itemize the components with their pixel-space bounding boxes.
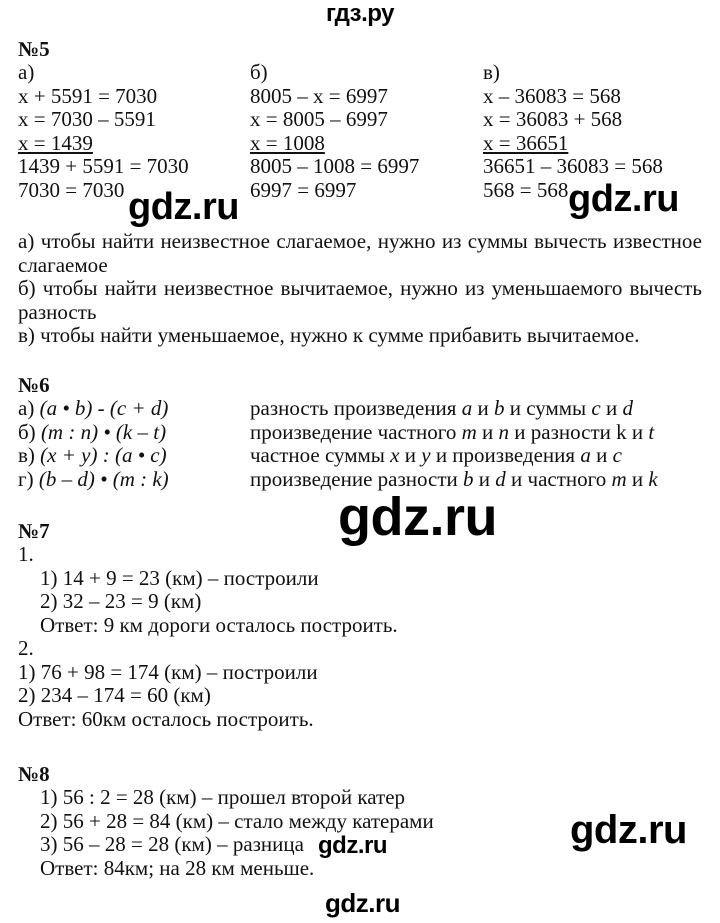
part-label: 1. (18, 542, 34, 566)
rule-line: разность (18, 299, 97, 324)
answer-line: Ответ: 60км осталось построить. (18, 706, 314, 731)
task-5-column-a (18, 61, 189, 202)
equation-line: x + 5591 = 7030 (18, 83, 158, 108)
task-6-title: №6 (18, 373, 50, 397)
expression-row: г) (b – d) • (m : k) (18, 466, 169, 491)
description-row: произведение частного m и n и разности k и t (250, 419, 655, 444)
description-row: частное суммы x и y и произведения a и c (250, 443, 622, 467)
check-line: 36651 – 36083 = 568 (483, 154, 663, 178)
step-line: 2) 56 + 28 = 84 (км) – стало между катерами (40, 808, 434, 833)
task-5-rules (18, 230, 702, 348)
check-line: 568 = 568 (483, 177, 569, 202)
watermark: gdz.ru (325, 888, 400, 918)
expression: (x + y) : (a • c) (40, 443, 167, 467)
rule-line: б) чтобы найти неизвестное вычитаемое, нужно из уменьшаемого вычесть (18, 276, 702, 300)
step-line: 3) 56 – 28 = 28 (км) – разница (40, 832, 304, 856)
watermark: gdz.ru (318, 832, 387, 859)
rule-line: в) чтобы найти уменьшаемое, нужно к сумме прибавить вычитаемое. (18, 323, 640, 347)
task-7-title: №7 (18, 519, 50, 543)
answer-line: Ответ: 9 км дороги осталось построить. (40, 612, 398, 637)
expression: (a • b) - (c + d) (39, 396, 169, 420)
step-line: 1) 14 + 9 = 23 (км) – построили (40, 565, 319, 590)
check-line: 6997 = 6997 (250, 177, 357, 202)
expression-row: б) (m : n) • (k – t) (18, 419, 167, 444)
watermark: gdz.ru (338, 487, 497, 547)
task-7-part-1 (18, 543, 398, 637)
answer-line: x = 1008 (250, 130, 325, 155)
equation-line: x = 7030 – 5591 (18, 107, 156, 131)
task-8-title: №8 (18, 762, 50, 786)
task-5-column-b (250, 61, 419, 202)
task-7-part-2 (18, 637, 318, 731)
expression: (m : n) • (k – t) (40, 419, 167, 444)
description-row: разность произведения a и b и суммы c и d (250, 396, 633, 420)
task-6-expressions (18, 397, 169, 491)
expression-row: в) (x + y) : (a • c) (18, 443, 167, 467)
answer-line: x = 1439 (18, 130, 93, 155)
equation-line: x = 36083 + 568 (483, 107, 623, 131)
check-line: 7030 = 7030 (18, 177, 125, 202)
expression-row: а) (a • b) - (c + d) (18, 396, 169, 420)
step-line: 2) 234 – 174 = 60 (км) (18, 683, 211, 707)
rule-line: слагаемое (18, 252, 108, 277)
watermark: gdz.ru (570, 808, 687, 852)
check-line: 1439 + 5591 = 7030 (18, 154, 189, 178)
answer-line: x = 36651 (483, 130, 569, 155)
column-label: б) (250, 60, 268, 84)
watermark: gdz.ru (128, 186, 239, 228)
expression: (b – d) • (m : k) (38, 466, 169, 491)
equation-line: x = 8005 – 6997 (250, 107, 388, 131)
step-line: 1) 76 + 98 = 174 (км) – построили (18, 659, 318, 684)
column-label: а) (18, 60, 35, 84)
description-row: произведение разности b и d и частного m и k (250, 466, 658, 491)
column-label: в) (483, 60, 500, 84)
equation-line: 8005 – x = 6997 (250, 83, 388, 108)
step-line: 2) 32 – 23 = 9 (км) (40, 589, 202, 613)
step-line: 1) 56 : 2 = 28 (км) – прошел второй катер (40, 785, 406, 809)
check-line: 8005 – 1008 = 6997 (250, 154, 420, 178)
task-5-title: №5 (18, 37, 50, 61)
equation-line: x – 36083 = 568 (483, 83, 621, 108)
watermark: gdz.ru (568, 178, 679, 220)
part-label: 2. (18, 636, 34, 660)
answer-line: Ответ: 84км; на 28 км меньше. (40, 855, 315, 880)
site-header: гдз.ру (326, 0, 394, 27)
rule-line: а) чтобы найти неизвестное слагаемое, нужно из суммы вычесть известное (18, 229, 702, 253)
task-6-descriptions (250, 397, 658, 491)
